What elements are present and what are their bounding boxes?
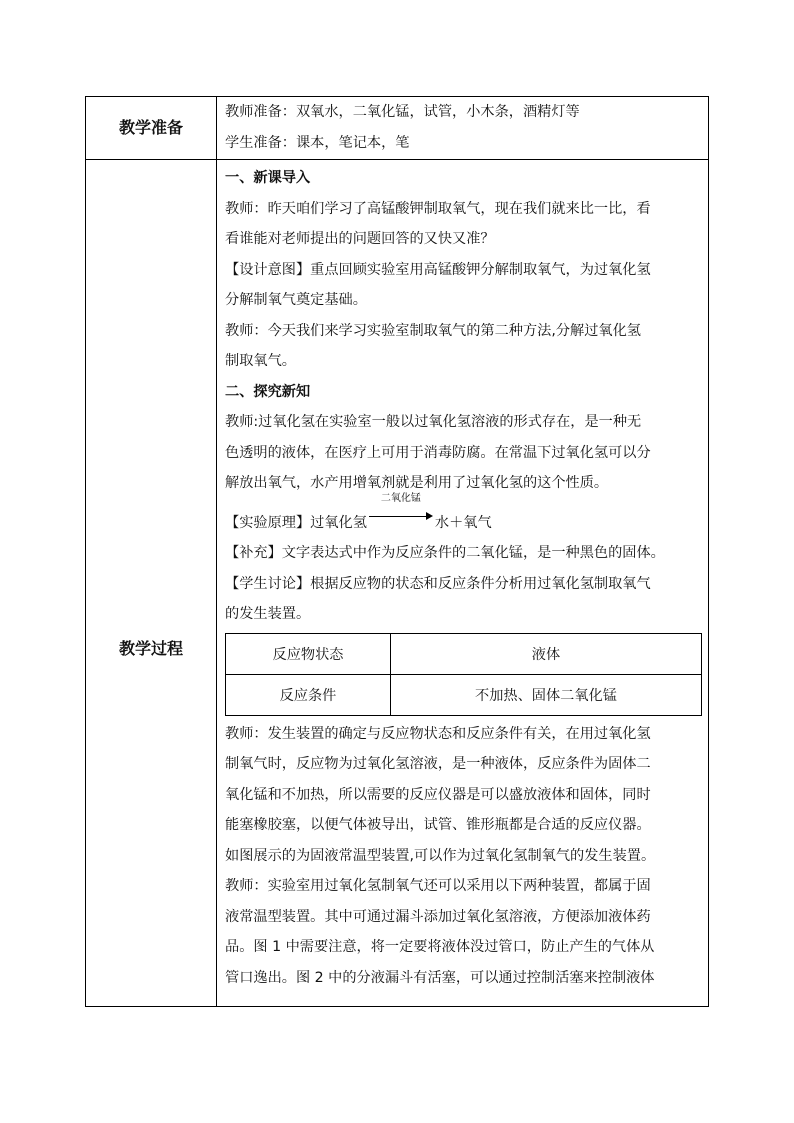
- process-label: 教学过程: [118, 639, 183, 658]
- table-row: [226, 674, 702, 715]
- text-line: 看谁能对老师提出的问题回答的又快又准？: [225, 231, 495, 247]
- lesson-plan-table: [85, 96, 709, 1007]
- process-label-cell: [86, 160, 217, 1007]
- equation-products: 水＋氧气: [434, 514, 492, 531]
- teacher-prep: 教师准备：双氧水，二氧化锰，试管，小木条，酒精灯等: [225, 104, 580, 120]
- prep-row: [86, 97, 709, 160]
- section-heading-explore: 二、探究新知: [225, 383, 311, 400]
- equation-condition: 二氧化锰: [380, 492, 421, 504]
- reaction-condition-table: [225, 633, 702, 716]
- text-line: 如图展示的为固液常温型装置,可以作为过氧化氢制氧气的发生装置。: [225, 847, 656, 864]
- text-line: 氧化锰和不加热，所以需要的反应仪器是可以盛放液体和固体，同时: [225, 786, 651, 803]
- text-line: 【补充】文字表达式中作为反应条件的二氧化锰，是一种黑色的固体。: [225, 545, 665, 561]
- text-line: 液常温型装置。其中可通过漏斗添加过氧化氢溶液，方便添加液体药: [225, 908, 651, 925]
- process-content-cell: [217, 160, 709, 1007]
- equation-reactant: 【实验原理】过氧化氢: [225, 514, 367, 531]
- table-cell: 反应物状态: [226, 633, 391, 674]
- text-line: 教师：发生装置的确定与反应物状态和反应条件有关，在用过氧化氢: [225, 725, 651, 742]
- section-heading-intro: 一、新课导入: [225, 170, 311, 186]
- table-cell: 不加热、固体二氧化锰: [391, 674, 702, 715]
- text-line: 色透明的液体，在医疗上可用于消毒防腐。在常温下过氧化氢可以分: [225, 444, 651, 461]
- text-line: 教师：今天我们来学习实验室制取氧气的第二种方法,分解过氧化氢: [225, 322, 641, 339]
- text-line: 制取氧气。: [225, 353, 296, 369]
- reaction-arrow: [369, 492, 433, 527]
- text-line: 教师:过氧化氢在实验室一般以过氧化氢溶液的形式存在，是一种无: [225, 414, 642, 430]
- process-row: [86, 160, 709, 1007]
- text-line: 的发生装置。: [225, 606, 311, 622]
- text-line: 教师：昨天咱们学习了高锰酸钾制取氧气，现在我们就来比一比，看: [225, 200, 651, 217]
- text-line: 能塞橡胶塞，以便气体被导出，试管、锥形瓶都是合适的反应仪器。: [225, 817, 651, 833]
- student-prep: 学生准备：课本，笔记本，笔: [225, 135, 410, 151]
- table-cell: 反应条件: [226, 674, 391, 715]
- text-line: 解放出氧气，水产用增氧剂就是利用了过氧化氢的这个性质。: [225, 475, 609, 491]
- text-line: 品。图 1 中需要注意，将一定要将液体没过管口，防止产生的气体从: [225, 939, 655, 955]
- text-line: 制氧气时，反应物为过氧化氢溶液，是一种液体，反应条件为固体二: [225, 756, 651, 772]
- text-line: 分解制氧气奠定基础。: [225, 292, 367, 308]
- reaction-equation: [225, 492, 700, 539]
- table-cell: 液体: [391, 633, 702, 674]
- text-line: 管口逸出。图 2 中的分液漏斗有活塞，可以通过控制活塞来控制液体: [225, 969, 655, 986]
- text-line: 【学生讨论】根据反应物的状态和反应条件分析用过氧化氢制取氧气: [225, 575, 651, 592]
- prep-label-cell: [86, 97, 217, 160]
- text-line: 【设计意图】重点回顾实验室用高锰酸钾分解制取氧气，为过氧化氢: [225, 261, 651, 278]
- table-row: [226, 633, 702, 674]
- text-line: 教师：实验室用过氧化氢制氧气还可以采用以下两种装置，都属于固: [225, 878, 651, 894]
- prep-content-cell: [217, 97, 709, 160]
- prep-label: 教学准备: [118, 118, 183, 137]
